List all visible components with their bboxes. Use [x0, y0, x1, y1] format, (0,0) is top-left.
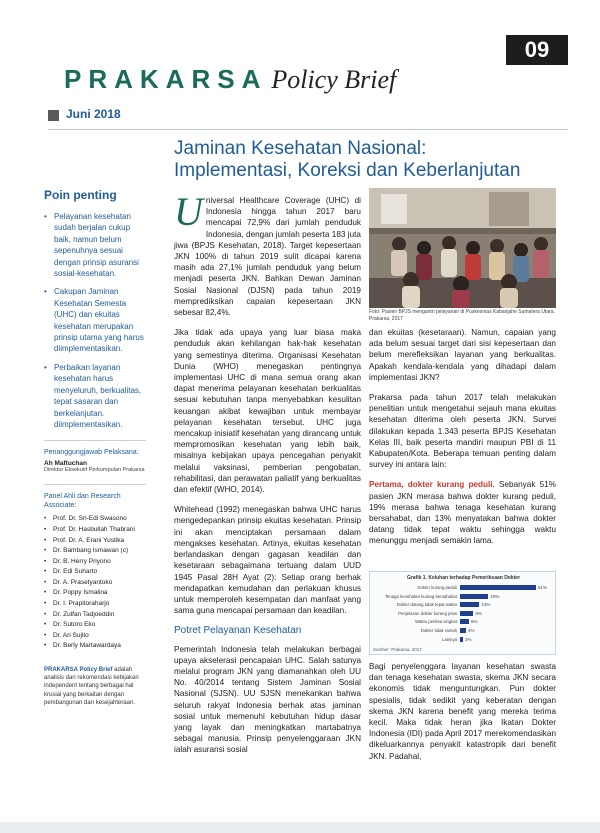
paragraph: Prakarsa pada tahun 2017 telah melakukan penelitian untuk mengetahui sejauh mana ekuitas kesehatan diterima oleh peserta JKN. Survei dilakukan kepada 1.343 peserta BPJS Kesehatan Kelas III, baik peserta mandiri maupun PBI di 11 Kabupaten/Kota. Beberapa temuan penting dalam survey ini antara lain:: [369, 393, 556, 470]
title-line-2: Implementasi, Koreksi dan Keberlanjutan: [174, 160, 521, 181]
paragraph: Bagi penyelenggara layanan kesehatan swasta dan tenaga kesehatan swasta, skema JKN secara ekonomis tidak menguntungkan. Pun dokter spesialis, tidak sedikit yang keberatan dengan skema JKN karena benefit yang mereka terima kecil. Maka tidak heran jika Ikatan Dokter Indonesia (IDI) pada April 2017 merekomendasikan dikeluarkannya penyakit katastropik dari benefit JKN. Padahal,: [369, 662, 556, 761]
panel-member: • Dr. I. Prapitoraharjo: [44, 599, 146, 610]
intro-paragraph: [174, 189, 361, 318]
key-points-list: [44, 211, 146, 430]
brand-suffix: Policy Brief: [271, 65, 397, 94]
dropcap: U: [174, 189, 203, 234]
responsible-role: Direktur Eksekutif Perkumpulan Prakarsa: [44, 467, 145, 474]
photo-caption: Foto: Pasien BPJS mengantri pelayanan di Puskesmas Kabanjahe Sumatera Utara. Prakarsa, 2017: [369, 309, 555, 322]
paragraph: Pemerintah Indonesia telah melakukan berbagai upaya akselerasi pencapaian UHC. Salah satunya melalui program JKN yang diamanahkan oleh UU No. 40/2014 tentang Sistem Jaminan Sosial Nasional (SJSN). UU SJSN menekankan bahwa seluruh rakyat Indonesia berhak atas jaminan sosial untuk memenuhi kebutuhan hidup dasar yang layak dan meningkatkan martabatnya sebagai manusia. Prinsip penyelenggaraan JKN ialah asuransi sosial: [174, 644, 361, 755]
panel-member: • Dr. Bambang Ismawan (c): [44, 546, 146, 557]
sidebar-divider: [44, 440, 146, 441]
paragraph: Whitehead (1992) menegaskan bahwa UHC harus mengedepankan prinsip ekuitas kesehatan. Prinsip ini akan menciptakan persamaan dalam mengakses kesehatan. Artinya, ekuitas kesehatan berlandaskan dengan gagasan keadilan dan kesetaraan sebagaimana tertuang dalam UUD 1945 Pasal 28H Ayat (2): Setiap orang berhak mendapatkan kemudahan dan perlakuan khusus untuk memperoleh kesempatan dan manfaat yang sama guna mencapai persamaan dan keadilan.: [174, 505, 361, 616]
body-column-2-continued: [369, 661, 556, 771]
key-points-heading: Poin penting: [44, 188, 117, 202]
complaints-chart: [369, 571, 556, 655]
panel-list: [44, 514, 146, 652]
clinic-photo: [369, 188, 556, 308]
chart-bar: [460, 585, 536, 590]
chart-value-label: 4%: [467, 628, 475, 633]
chart-category-label: Waktu periksa singkat: [415, 619, 457, 625]
finding-text: Sebanyak 51% pasien JKN merasa bahwa dokter kurang peduli, 19% merasa bahwa tenaga kesehatan kurang bersahabat, dan 13% menyatakan bahwa dokter datang tidak tepat waktu sehingga waktu menunggu menjadi semakin lama.: [369, 480, 556, 546]
chart-category-label: Dokter datang tidak tepat waktu: [396, 602, 457, 608]
chart-row: [370, 627, 557, 634]
finding-paragraph: [369, 479, 556, 546]
responsible-name: Ah Maftuchan: [44, 460, 87, 468]
panel-member: • Dr. Poppy Ismalina: [44, 588, 146, 599]
chart-row: [370, 584, 557, 591]
chart-value-label: 51%: [538, 585, 548, 590]
chart-row: [370, 610, 557, 617]
paragraph: Jika tidak ada upaya yang luar biasa maka penduduk akan kehilangan hak-hak kesehatan yang semestinya diterima. Organisasi Kesehatan Dunia (WHO) menegaskan pentingnya implementasi UHC di mana semua orang akan dapat menerima pelayanan kesehatan berkualitas sesuai kebutuhan tanpa menyebabkan kesulitan keuangan akibat kewajiban untuk membayar pelayanan kesehatan tersebut. UHC juga mencakup inisiatif kesehatan yang dirancang untuk mempromosikan kesehatan yang lebih baik, misalnya kebijakan upaya pencegahan penyakit melalui vaksinasi, pemberian pengobatan, rehabilitasi, dan perawatan paliatif yang berkualitas dan efektif (WHO, 2014).: [174, 328, 361, 495]
chart-source: Sumber: Prakarsa, 2017: [373, 647, 422, 652]
finding-highlight: Pertama, dokter kurang peduli.: [369, 480, 495, 490]
panel-member: • Dr. A. Prasetyantoko: [44, 578, 146, 589]
chart-bar: [460, 637, 463, 642]
chart-category-label: Dokter kurang peduli: [417, 585, 457, 590]
chart-row: [370, 601, 557, 608]
chart-row: [370, 636, 557, 643]
chart-value-label: 6%: [470, 619, 478, 625]
panel-member: • Dr. Edi Suharto: [44, 567, 146, 578]
photo-illustration: [369, 188, 556, 308]
responsible-label: Penanggungjawab Pelaksana:: [44, 449, 139, 457]
body-column-2: [369, 327, 556, 556]
sidebar-divider: [44, 484, 146, 485]
key-point: • Perbaikan layanan kesehatan harus menyeluruh, berkualitas, tepat sasaran dan berkelanjutan. diimplementasikan.: [44, 362, 146, 430]
page-number: 09: [506, 35, 568, 65]
panel-label: Panel Ahli dan Research Associate:: [44, 493, 121, 510]
chart-bar: [460, 611, 473, 616]
chart-value-label: 9%: [475, 610, 482, 616]
chart-category-label: Dokter tidak ramah: [420, 628, 457, 633]
chart-category-label: Tenaga kesehatan kurang bersahabat: [384, 593, 457, 599]
panel-member: • Prof. Dr. Hasbullah Thabrani: [44, 525, 146, 536]
chart-row: [370, 593, 557, 600]
page-title: [174, 138, 520, 182]
chart-title: Grafik 1. Keluhan terhadap Pemeriksaan Dokter: [406, 575, 521, 581]
paragraph: dan ekuitas (kesetaraan). Namun, capaian yang ada belum sesuai target dari sisi kepesertaan dan belum merefleksikan layanan yang berkualitas. Apakah kendala-kendala yang dihadapi dalam implementasi JKN?: [369, 328, 556, 382]
sidebar: [44, 188, 146, 707]
chart-row: [370, 618, 557, 625]
panel-member: • Prof. Dr. Sri-Edi Swasono: [44, 514, 146, 525]
panel-member: • Dr. Zulfan Tadjoeddin: [44, 610, 146, 621]
title-line-1: Jaminan Kesehatan Nasional:: [174, 138, 427, 159]
chart-value-label: 2%: [464, 636, 472, 642]
chart-bar: [460, 594, 488, 599]
panel-member: • Prof. Dr. A. Erani Yustika: [44, 536, 146, 547]
chart-bar: [460, 619, 469, 624]
panel-member: • Dr. B. Herry Priyono: [44, 557, 146, 568]
header-divider: [48, 129, 568, 130]
paragraph-text: niversal Healthcare Coverage (UHC) di Indonesia hingga tahun 2017 baru mencapai 72,9% dari jumlah penduduk Indonesia, dengan jumlah peserta 183 juta jiwa (BPJS Kesehatan, 2018). Target kepesertaan JKN 100% di tahun 2019 sulit dicapai karena masih ada 27,1% jumlah penduduk yang belum menjadi peserta JKN. Bahkan Dewan Jaminan Sosial Nasional (DJSN) pada tahun 2019 memprediksikan capaian kepesertaan JKN sebesar 82,4%.: [174, 196, 361, 318]
body-column-1: [174, 189, 361, 765]
key-point: • Pelayanan kesehatan sudah berjalan cukup baik, namun belum sepenuhnya sesuai dengan prinsip asuransi sosial-kesehatan.: [44, 211, 146, 279]
chart-category-label: Penjelasan dokter kurang jelas: [398, 610, 457, 616]
panel-member: • Dr. Sutoro Eko: [44, 620, 146, 631]
chart-category-label: Lainnya: [441, 636, 457, 642]
section-subheading: Potret Pelayanan Kesehatan: [174, 625, 302, 637]
footer-bar: [0, 822, 600, 833]
chart-bar: [460, 602, 479, 607]
date-square-icon: [48, 110, 59, 121]
about-body: adalah analisis dan rekomendasi kebijakan independent tentang berbagai hal krusial yang berkaitan dengan pembangunan dan kesejahteraan.: [44, 667, 139, 706]
chart-value-label: 19%: [490, 593, 500, 599]
about-brand: PRAKARSA Policy Brief: [44, 667, 113, 674]
key-point: • Cakupan Jaminan Kesehatan Semesta (UHC) dan ekuitas kesehatan merupakan prinsip utama yang harus diimplementasikan.: [44, 286, 146, 354]
brand-title: [64, 64, 396, 95]
chart-value-label: 13%: [481, 602, 491, 608]
issue-date: Juni 2018: [66, 107, 121, 121]
chart-bar: [460, 628, 466, 633]
brand-name: PRAKARSA: [64, 64, 268, 94]
panel-member: • Dr. Ari Sujito: [44, 631, 146, 642]
panel-member: • Dr. Berly Martawardaya: [44, 641, 146, 652]
about-text: [44, 666, 146, 707]
